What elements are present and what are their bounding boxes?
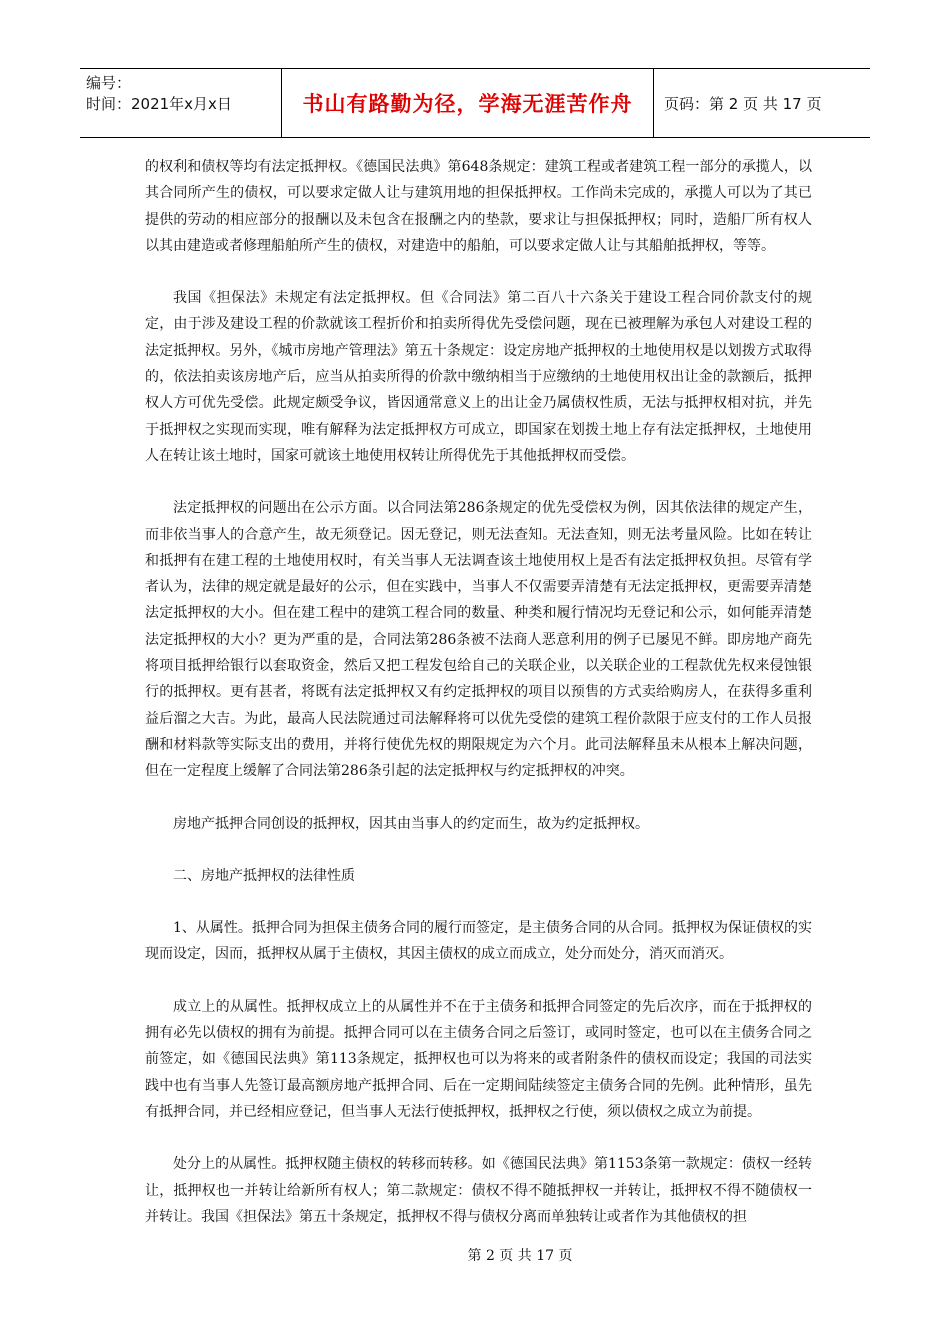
document-date-label: 时间：2021年x月x日 bbox=[86, 95, 232, 113]
paragraph-4: 房地产抵押合同创设的抵押权，因其由当事人的约定而生，故为约定抵押权。 bbox=[173, 815, 649, 832]
page-header bbox=[80, 68, 870, 138]
section-heading: 二、房地产抵押权的法律性质 bbox=[173, 867, 355, 884]
header-motto: 书山有路勤为径，学海无涯苦作舟 bbox=[282, 69, 654, 137]
header-page-info: 页码：第 2 页 共 17 页 bbox=[664, 94, 822, 113]
paragraph-3: 法定抵押权的问题出在公示方面。以合同法第286条规定的优先受偿权为例，因其依法律的规定产生，而非依当事人的合意产生，故无须登记。因无登记，则无法查知。无法查知，则无法考量风险。比如在转让和抵押有在建工程的土地使用权时，有关当事人无法调查该土地使用权上是否有法定抵押权负担。尽管有学者认为，法律的规定就是最好的公示，但在实践中，当事人不仅需要弄清楚有无法定抵押权，更需要弄清楚法定抵押权的大小。但在建工程中的建筑工程合同的数量、种类和履行情况均无登记和公示，如何能弄清楚法定抵押权的大小？更为严重的是，合同法第286条被不法商人恶意利用的例子已屡见不鲜。即房地产商先将项目抵押给银行以套取资金，然后又把工程发包给自己的关联企业，以关联企业的工程款优先权来侵蚀银行的抵押权。更有甚者，将既有法定抵押权又有约定抵押权的项目以预售的方式卖给购房人，在获得多重利益后溜之大吉。为此，最高人民法院通过司法解释将可以优先受偿的建筑工程价款限于应支付的工作人员报酬和材料款等实际支出的费用，并将行使优先权的期限规定为六个月。此司法解释虽未从根本上解决问题，但在一定程度上缓解了合同法第286条引起的法定抵押权与约定抵押权的冲突。 bbox=[145, 500, 812, 780]
document-number-label: 编号： bbox=[86, 74, 132, 92]
page-footer bbox=[0, 1245, 950, 1265]
header-meta bbox=[80, 69, 282, 137]
paragraph-1: 的权利和债权等均有法定抵押权。《德国民法典》第648条规定：建筑工程或者建筑工程一部分的承揽人，以其合同所产生的债权，可以要求定做人让与建筑用地的担保抵押权。工作尚未完成的，承揽人可以为了其已提供的劳动的相应部分的报酬以及未包含在报酬之内的垫款，要求让与担保抵押权；同时，造船厂所有权人以其由建造或者修理船舶所产生的债权，对建造中的船舶，可以要求定做人让与其船舶抵押权，等等。 bbox=[145, 159, 812, 254]
paragraph-7: 处分上的从属性。抵押权随主债权的转移而转移。如《德国民法典》第1153条第一款规定：债权一经转让，抵押权也一并转让给新所有权人；第二款规定：债权不得不随抵押权一并转让，抵押权不得不随债权一并转让。我国《担保法》第五十条规定，抵押权不得与债权分离而单独转让或者作为其他债权的担 bbox=[145, 1156, 812, 1225]
paragraph-2: 我国《担保法》未规定有法定抵押权。但《合同法》第二百八十六条关于建设工程合同价款支付的规定，由于涉及建设工程的价款就该工程折价和拍卖所得优先受偿问题，现在已被理解为承包人对建设工程的法定抵押权。另外，《城市房地产管理法》第五十条规定：设定房地产抵押权的土地使用权是以划拨方式取得的，依法拍卖该房地产后，应当从拍卖所得的价款中缴纳相当于应缴纳的土地使用权出让金的款额后，抵押权人方可优先受偿。此规定颇受争议，皆因通常意义上的出让金乃属债权性质，无法与抵押权相对抗，并先于抵押权之实现而实现，唯有解释为法定抵押权方可成立，即国家在划拨土地上存有法定抵押权，土地使用人在转让该土地时，国家可就该土地使用权转让所得优先于其他抵押权而受偿。 bbox=[145, 290, 812, 464]
footer-page-number: 第 2 页 共 17 页 bbox=[467, 1248, 573, 1264]
document-body bbox=[145, 154, 812, 1256]
paragraph-6: 成立上的从属性。抵押权成立上的从属性并不在于主债务和抵押合同签定的先后次序，而在于抵押权的拥有必先以债权的拥有为前提。抵押合同可以在主债务合同之后签订，或同时签定，也可以在主债务合同之前签定，如《德国民法典》第113条规定，抵押权也可以为将来的或者附条件的债权而设定；我国的司法实践中也有当事人先签订最高额房地产抵押合同、后在一定期间陆续签定主债务合同的先例。此种情形，虽先有抵押合同，并已经相应登记，但当事人无法行使抵押权，抵押权之行使，须以债权之成立为前提。 bbox=[145, 998, 812, 1120]
paragraph-5: 1、从属性。抵押合同为担保主债务合同的履行而签定，是主债务合同的从合同。抵押权为保证债权的实现而设定，因而，抵押权从属于主债权，其因主债权的成立而成立，处分而处分，消灭而消灭。 bbox=[145, 920, 812, 963]
